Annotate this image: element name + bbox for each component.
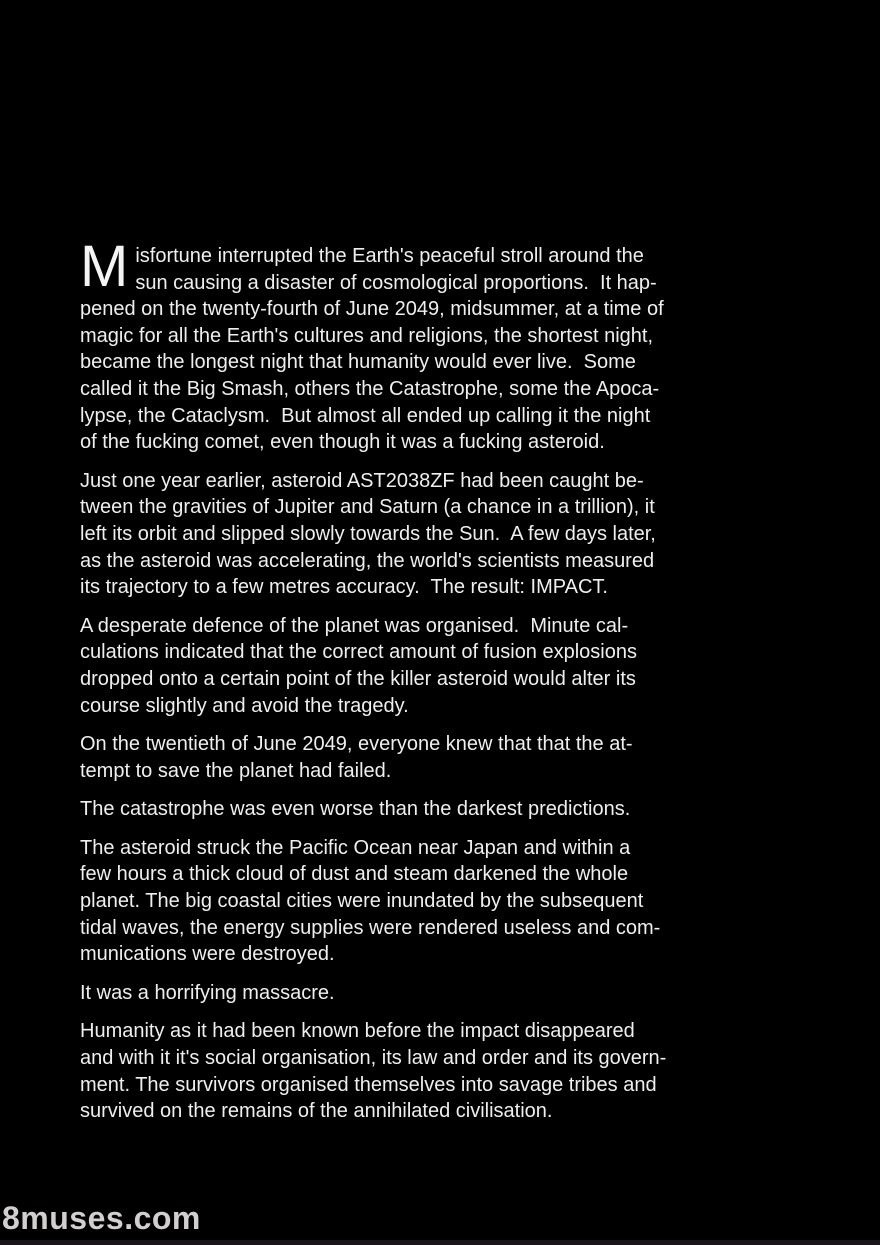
paragraph-4 — [80, 731, 692, 784]
paragraph-8 — [80, 1018, 692, 1124]
text-line: A desperate defence of the planet was organised. Minute cal- — [80, 614, 629, 637]
text-line: magic for all the Earth's cultures and religions, the shortest night, — [80, 324, 653, 347]
watermark: 8muses.com — [2, 1200, 201, 1236]
paragraph-7 — [80, 980, 692, 1007]
text-line: It was a horrifying massacre. — [80, 981, 335, 1004]
text-line: ment. The survivors organised themselves into savage tribes and — [80, 1073, 657, 1096]
text-line: dropped onto a certain point of the killer asteroid would alter its — [80, 667, 636, 690]
text-line: lypse, the Cataclysm. But almost all ended up calling it the night — [80, 404, 651, 427]
paragraph-2 — [80, 468, 692, 601]
paragraph-1 — [80, 234, 692, 456]
text-line: of the fucking comet, even though it was a fucking asteroid. — [80, 431, 605, 454]
paragraph-3 — [80, 613, 692, 719]
text-line: course slightly and avoid the tragedy. — [80, 694, 409, 717]
paragraph-5 — [80, 796, 692, 823]
text-line: left its orbit and slipped slowly towards the Sun. A few days later, — [80, 522, 656, 545]
text-line: became the longest night that humanity would ever live. Some — [80, 351, 636, 374]
text-line: few hours a thick cloud of dust and steam darkened the whole — [80, 863, 629, 886]
text-line: pened on the twenty-fourth of June 2049, midsummer, at a time of — [80, 298, 664, 321]
text-line: its trajectory to a few metres accuracy. The result: IMPACT. — [80, 576, 608, 599]
story-text-block — [80, 234, 692, 1137]
text-line: Just one year earlier, asteroid AST2038ZF had been caught be- — [80, 469, 644, 492]
text-line: The asteroid struck the Pacific Ocean near Japan and within a — [80, 836, 631, 859]
text-line: On the twentieth of June 2049, everyone knew that that the at- — [80, 733, 633, 756]
text-line: as the asteroid was accelerating, the world's scientists measured — [80, 549, 655, 572]
text-line: culations indicated that the correct amount of fusion explosions — [80, 641, 637, 664]
paragraph-6 — [80, 835, 692, 968]
drop-cap: M — [80, 234, 129, 299]
text-line: called it the Big Smash, others the Catastrophe, some the Apoca- — [80, 377, 660, 400]
text-line: The catastrophe was even worse than the darkest predictions. — [80, 798, 631, 821]
text-line: and with it it's social organisation, its law and order and its govern- — [80, 1047, 667, 1070]
text-line: tempt to save the planet had failed. — [80, 759, 392, 782]
text-line: isfortune interrupted the Earth's peaceful stroll around the — [135, 245, 644, 267]
text-line: munications were destroyed. — [80, 943, 335, 966]
text-line: Humanity as it had been known before the impact disappeared — [80, 1020, 635, 1043]
text-line: tidal waves, the energy supplies were rendered useless and com- — [80, 916, 661, 939]
page-bottom-edge — [0, 1240, 880, 1245]
text-line: survived on the remains of the annihilated civilisation. — [80, 1100, 553, 1123]
text-line: tween the gravities of Jupiter and Saturn (a chance in a trillion), it — [80, 496, 655, 519]
text-line: sun causing a disaster of cosmological proportions. It hap- — [135, 271, 657, 294]
text-line: planet. The big coastal cities were inundated by the subsequent — [80, 890, 644, 913]
